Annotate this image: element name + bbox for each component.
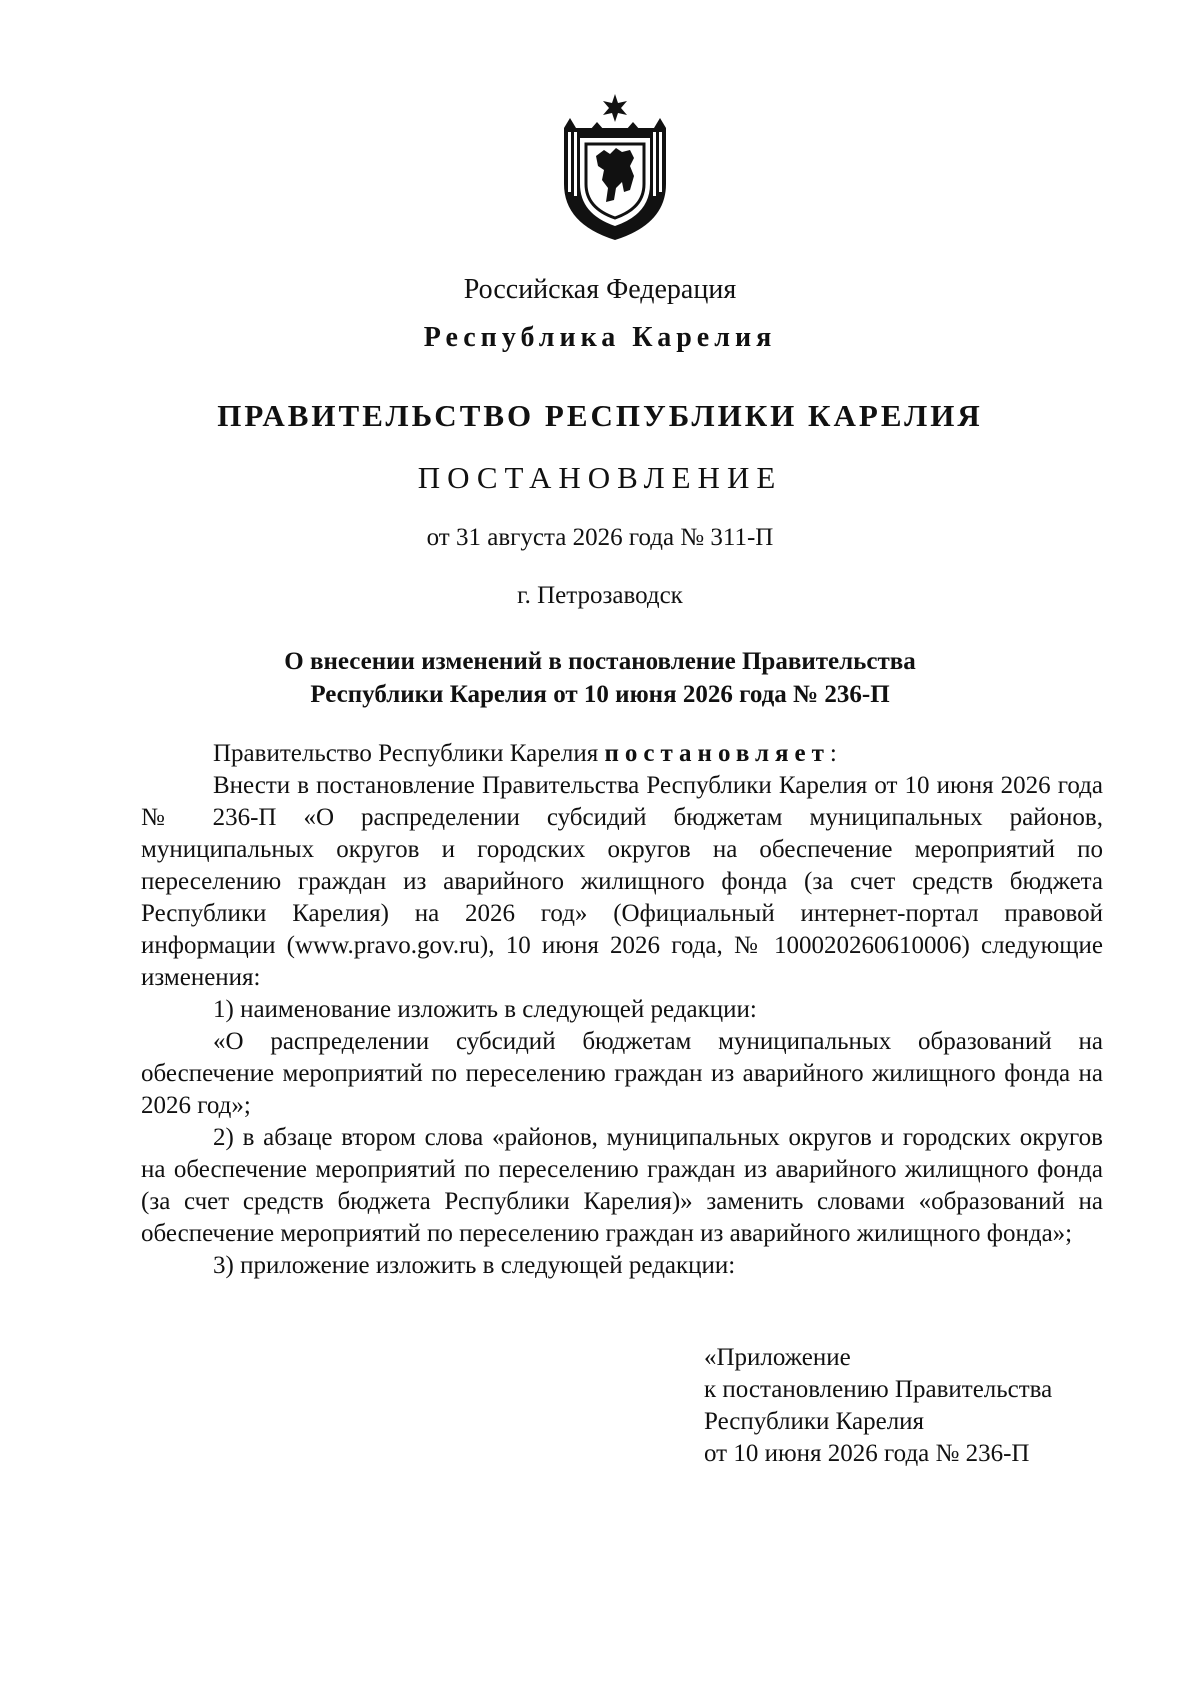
body-paragraph-3: «О распределении субсидий бюджетам муниципальных образований на обеспечение мероприятий по переселению граждан из аварийного жилищного фонда на 2026 год»; bbox=[141, 1028, 1103, 1119]
intro-resolves: постановляет bbox=[604, 740, 830, 767]
document-body bbox=[141, 738, 1103, 1282]
karelia-coat-of-arms-icon bbox=[560, 92, 670, 242]
body-paragraph-1: Внести в постановление Правительства Республики Карелия от 10 июня 2026 года № 236-П «О распределении субсидий бюджетам муниципальных районов, муниципальных округов и городских округов на обеспечение мероприятий по переселению граждан из аварийного жилищного фонда (за счет средств бюджета Республики Карелия) на 2026 год» (Официальный интернет-портал правовой информации (www.pravo.gov.ru), 10 июня 2026 года, № 100020260610006) следующие изменения: bbox=[141, 772, 1103, 991]
subject-line-2: Республики Карелия от 10 июня 2026 года № 236-П bbox=[310, 681, 890, 708]
document-subject bbox=[0, 645, 1200, 711]
document-type: ПОСТАНОВЛЕНИЕ bbox=[417, 460, 783, 495]
appendix-line-4: от 10 июня 2026 года № 236-П bbox=[704, 1440, 1030, 1467]
appendix-header bbox=[704, 1342, 1052, 1470]
body-paragraph-2: 1) наименование изложить в следующей редакции: bbox=[213, 996, 757, 1023]
body-paragraph-5: 3) приложение изложить в следующей редакции: bbox=[213, 1252, 736, 1279]
republic-name: Республика Карелия bbox=[423, 322, 777, 353]
appendix-line-1: «Приложение bbox=[704, 1344, 851, 1371]
government-title: ПРАВИТЕЛЬСТВО РЕСПУБЛИКИ КАРЕЛИЯ bbox=[217, 398, 983, 433]
body-paragraph-4: 2) в абзаце втором слова «районов, муниципальных округов и городских округов на обеспечение мероприятий по переселению граждан из аварийного жилищного фонда (за счет средств бюджета Республики Карелия)» заменить словами «образований на обеспечение мероприятий по переселению граждан из аварийного жилищного фонда»; bbox=[141, 1124, 1103, 1247]
appendix-line-3: Республики Карелия bbox=[704, 1408, 925, 1435]
subject-line-1: О внесении изменений в постановление Правительства bbox=[284, 648, 916, 675]
intro-prefix: Правительство Республики Карелия bbox=[213, 740, 605, 767]
appendix-line-2: к постановлению Правительства bbox=[704, 1376, 1053, 1403]
country-name: Российская Федерация bbox=[463, 274, 737, 305]
document-city: г. Петрозаводск bbox=[517, 582, 683, 609]
intro-suffix: : bbox=[829, 740, 837, 767]
intro-paragraph bbox=[141, 738, 1103, 770]
document-date-number: от 31 августа 2026 года № 311-П bbox=[426, 524, 774, 551]
